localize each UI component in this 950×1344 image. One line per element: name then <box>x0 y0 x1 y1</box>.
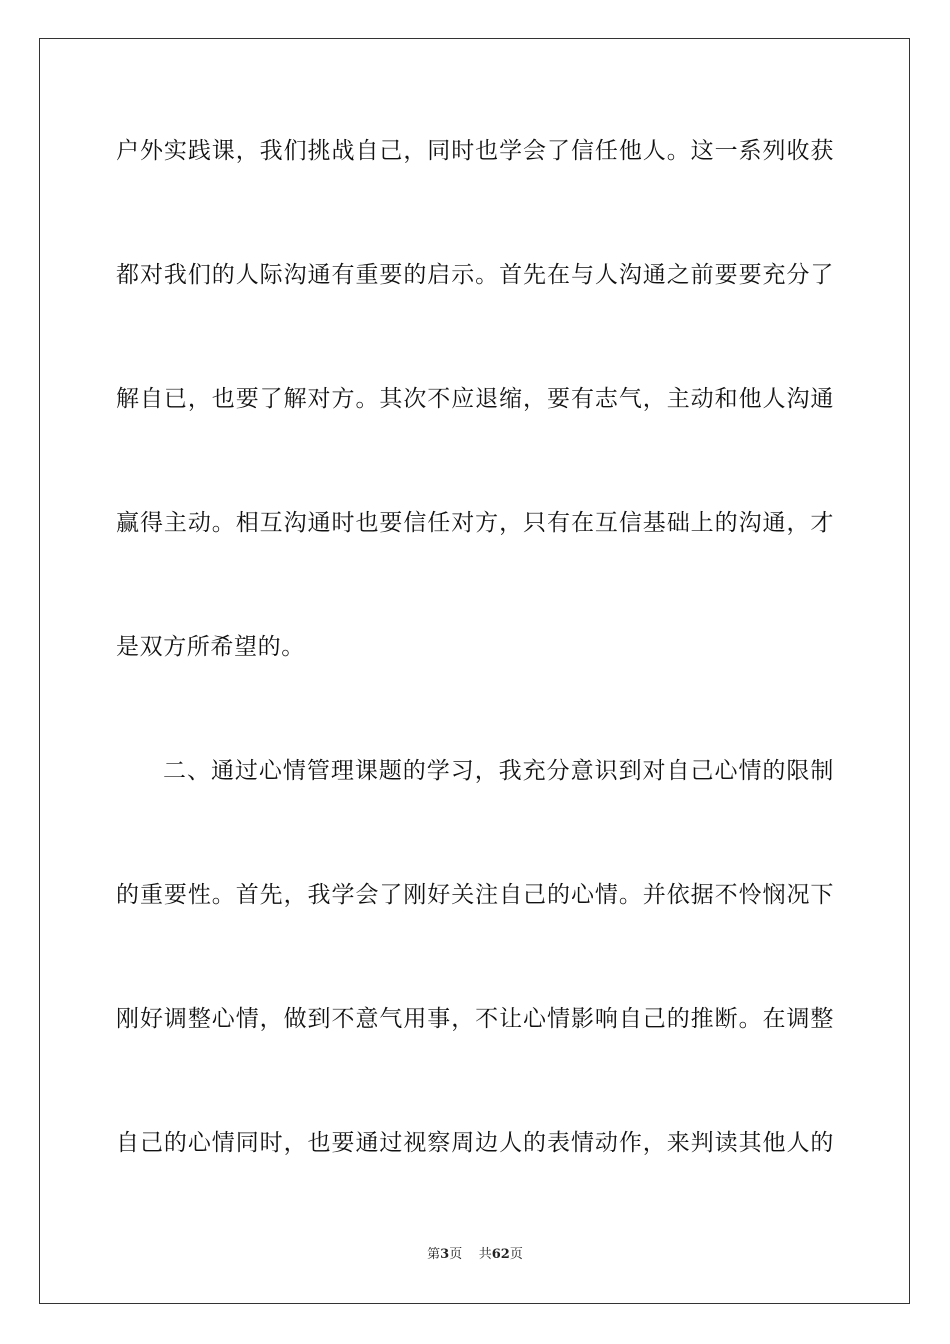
page-footer <box>0 1246 950 1264</box>
total-pages: 62 <box>491 1247 510 1262</box>
body-line-5: 是双方所希望的。 <box>116 634 305 660</box>
total-prefix: 共 <box>478 1247 492 1262</box>
body-line-8: 刚好调整心情，做到不意气用事，不让心情影响自己的推断。在调整 <box>116 1006 834 1032</box>
section-two-first-line: 二、通过心情管理课题的学习，我充分意识到对自己心情的限制 <box>163 758 834 784</box>
total-suffix: 页 <box>509 1247 523 1262</box>
page-number: 3 <box>440 1247 450 1262</box>
body-line-2: 都对我们的人际沟通有重要的启示。首先在与人沟通之前要要充分了 <box>116 262 834 288</box>
body-line-1: 户外实践课，我们挑战自己，同时也学会了信任他人。这一系列收获 <box>116 138 834 164</box>
body-line-9: 自己的心情同时，也要通过视察周边人的表情动作，来判读其他人的 <box>116 1130 834 1156</box>
page-border <box>39 38 910 1304</box>
page-suffix: 页 <box>449 1247 463 1262</box>
body-line-7: 的重要性。首先，我学会了刚好关注自己的心情。并依据不怜悯况下 <box>116 882 834 908</box>
body-line-3: 解自已，也要了解对方。其次不应退缩，要有志气，主动和他人沟通 <box>116 386 834 412</box>
page-prefix: 第 <box>427 1247 441 1262</box>
body-line-4: 赢得主动。相互沟通时也要信任对方，只有在互信基础上的沟通，才 <box>116 510 834 536</box>
